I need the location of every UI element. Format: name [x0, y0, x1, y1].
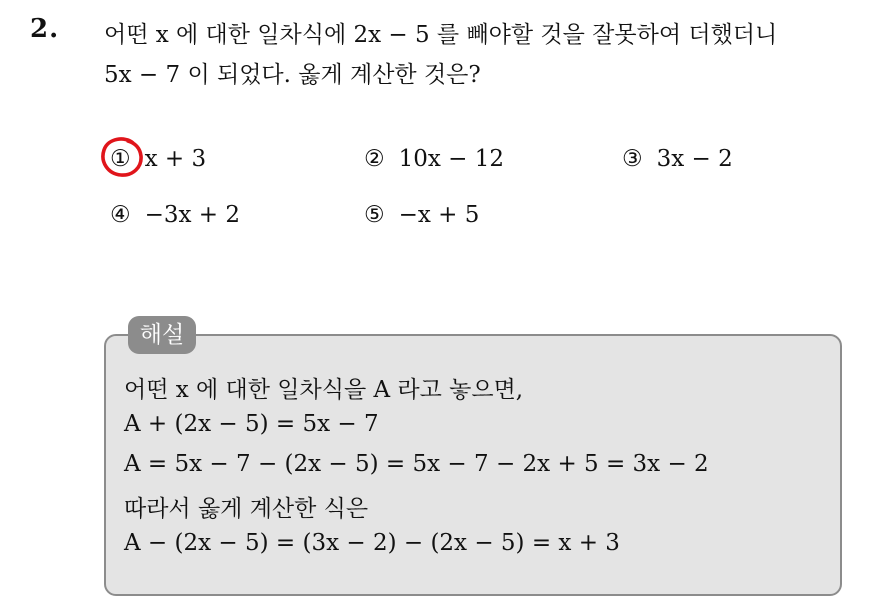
solution-line-5: A − (2x − 5) = (3x − 2) − (2x − 5) = x + 3 — [124, 530, 620, 556]
solution-tag: 해설 — [128, 316, 196, 354]
choice-5[interactable] — [364, 202, 479, 228]
choice-1-text: x + 3 — [144, 146, 207, 172]
choice-4-text: −3x + 2 — [144, 202, 241, 228]
question-text-line-1: 어떤 x 에 대한 일차식에 2x − 5 를 빼야할 것을 잘못하여 더했더니 — [104, 22, 778, 48]
solution-line-2: A + (2x − 5) = 5x − 7 — [124, 411, 379, 437]
choice-2-number: ② — [364, 146, 385, 172]
choice-3[interactable] — [622, 146, 733, 172]
choice-5-text: −x + 5 — [398, 202, 480, 228]
choice-4-number: ④ — [110, 202, 131, 228]
solution-line-3: A = 5x − 7 − (2x − 5) = 5x − 7 − 2x + 5 = 3x − 2 — [124, 451, 709, 477]
choice-2-text: 10x − 12 — [398, 146, 505, 172]
choice-2[interactable] — [364, 146, 504, 172]
choice-5-number: ⑤ — [364, 202, 385, 228]
question-text-line-2: 5x − 7 이 되었다. 옳게 계산한 것은? — [104, 62, 481, 88]
choice-1-number: ① — [110, 146, 131, 172]
solution-line-4: 따라서 옳게 계산한 식은 — [124, 496, 369, 522]
solution-line-1: 어떤 x 에 대한 일차식을 A 라고 놓으면, — [124, 377, 524, 403]
choice-4[interactable] — [110, 202, 240, 228]
choice-3-number: ③ — [622, 146, 643, 172]
question-number: 2. — [30, 14, 60, 44]
choice-3-text: 3x − 2 — [656, 146, 733, 172]
choice-1[interactable] — [110, 146, 206, 172]
